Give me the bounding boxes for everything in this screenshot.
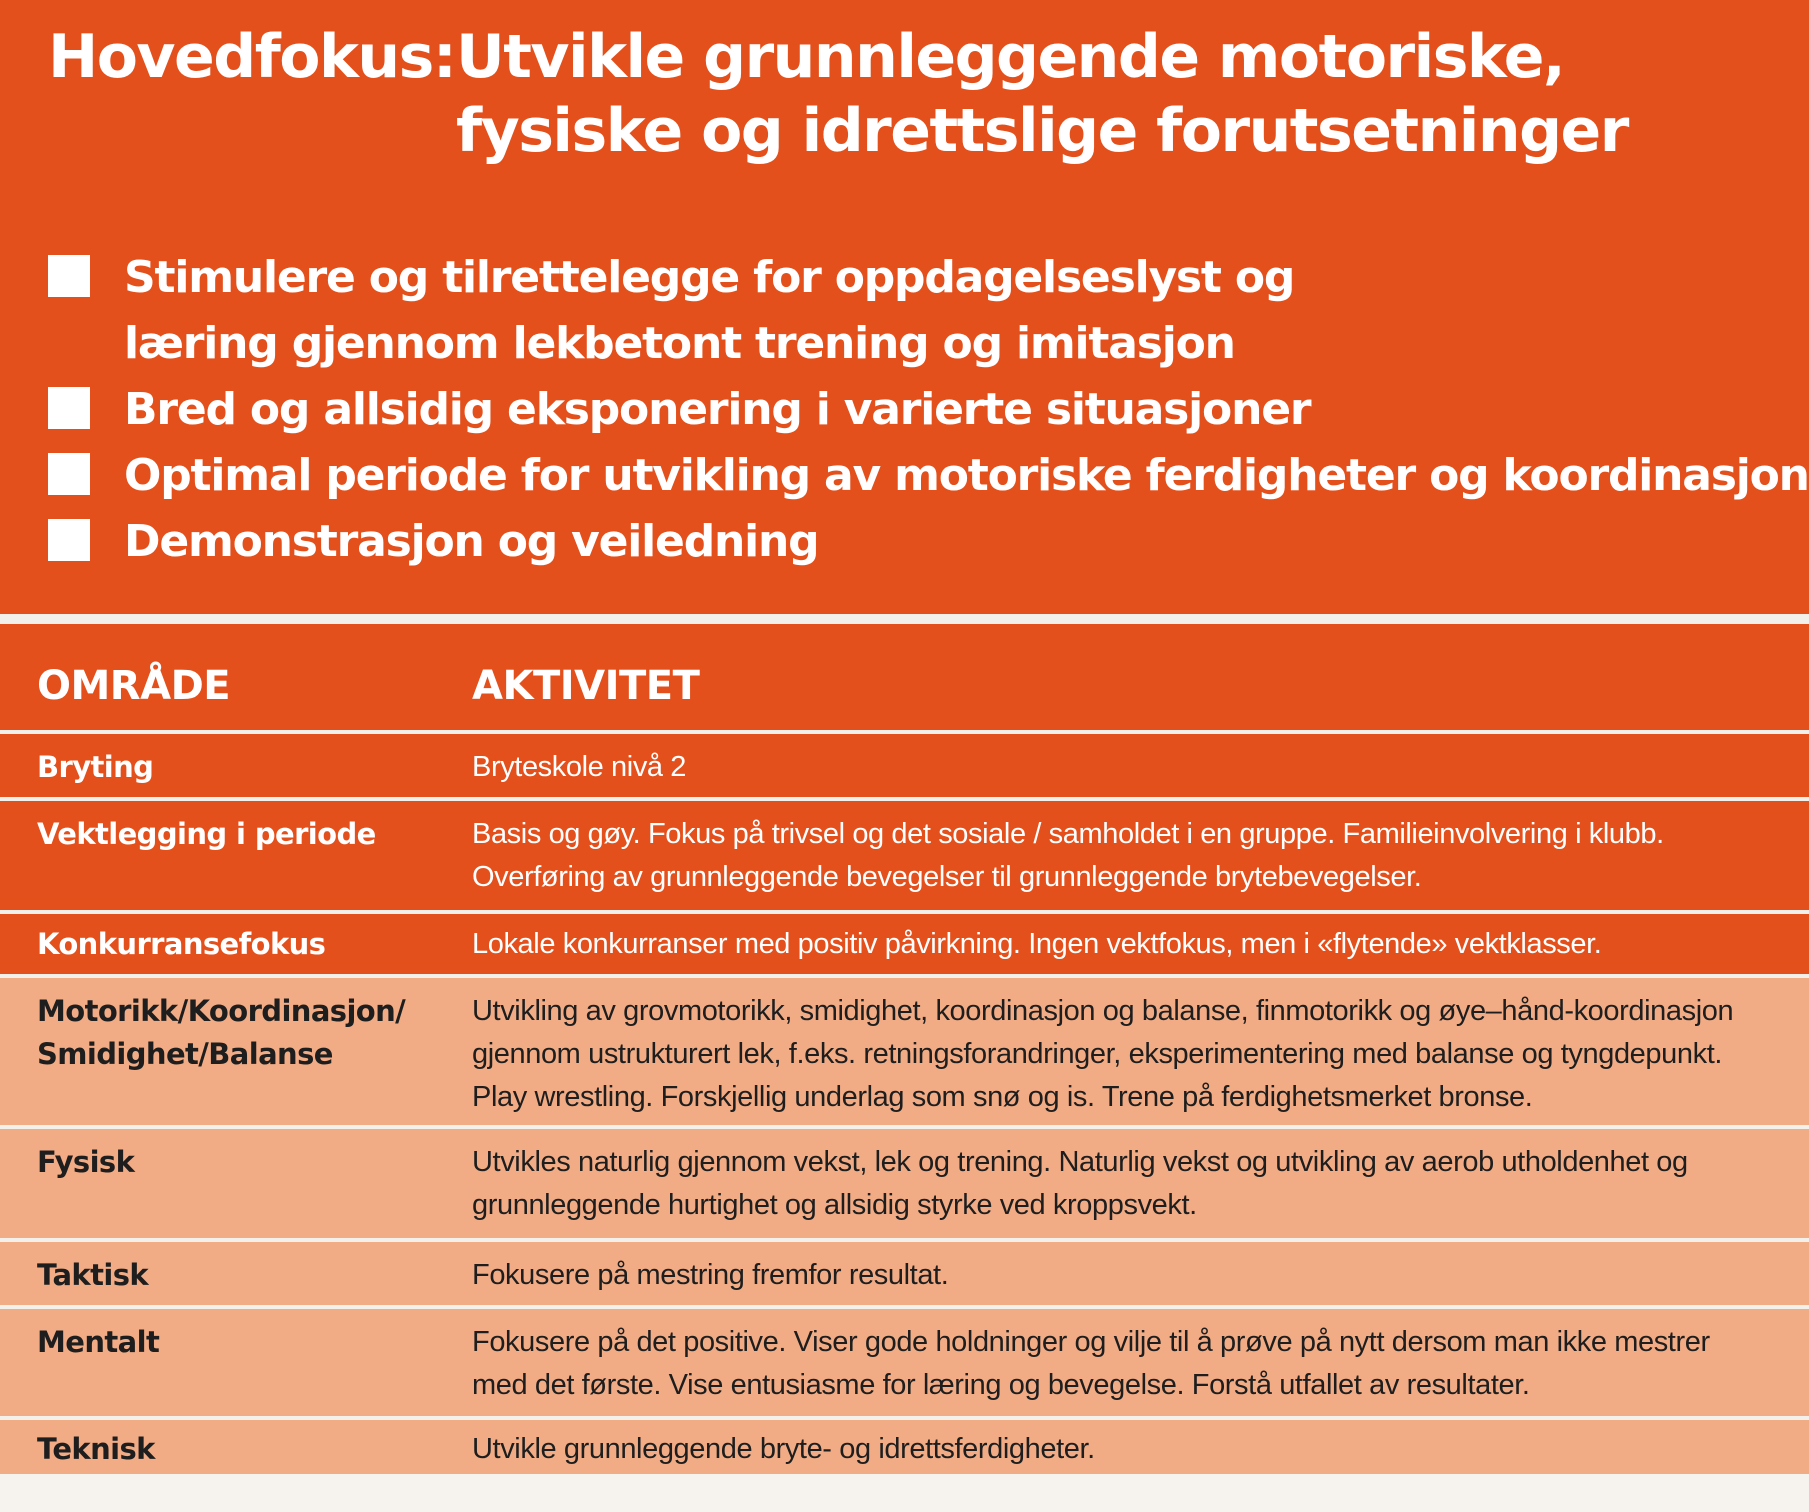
focus-bullet	[48, 509, 1768, 575]
table-row	[0, 974, 1809, 1125]
activity-cell: Fokusere på mestring fremfor resultat.	[472, 1259, 949, 1291]
area-cell: Mentalt	[37, 1325, 160, 1359]
activity-cell: Utvikles naturlig gjennom vekst, lek og trening. Naturlig vekst og utvikling av aerob utholdenhet og grunnleggende hurtighet og allsidig styrke ved kroppsvekt.	[472, 1146, 1688, 1221]
square-bullet-icon	[48, 255, 90, 297]
column-header-area: OMRÅDE	[37, 663, 231, 709]
table-row	[0, 910, 1809, 974]
bullet-text: Stimulere og tilrettelegge for oppdagelseslyst og læring gjennom lekbetont trening og imitasjon	[124, 252, 1295, 369]
table-row	[0, 1238, 1809, 1305]
focus-bullet	[48, 443, 1809, 509]
square-bullet-icon	[48, 387, 90, 429]
table-row	[0, 797, 1809, 910]
table-row	[0, 1305, 1809, 1416]
activity-cell: Lokale konkurranser med positiv påvirkning. Ingen vektfokus, men i «flytende» vektklasser.	[472, 928, 1602, 960]
activity-cell: Utvikle grunnleggende bryte- og idrettsferdigheter.	[472, 1433, 1095, 1465]
focus-text: Utvikle grunnleggende motoriske, fysiske og idrettslige forutsetninger	[456, 22, 1628, 166]
focus-bullet	[48, 245, 1768, 377]
table-header-row	[0, 614, 1809, 730]
table-row	[0, 730, 1809, 797]
area-cell: Vektlegging i periode	[37, 817, 376, 851]
area-cell: Motorikk/Koordinasjon/ Smidighet/Balanse	[37, 994, 406, 1071]
square-bullet-icon	[48, 519, 90, 561]
focus-label: Hovedfokus:	[48, 22, 456, 92]
focus-bullet-list	[48, 245, 1809, 575]
activity-cell: Basis og gøy. Fokus på trivsel og det sosiale / samholdet i en gruppe. Familieinvolvering i klubb. Overføring av grunnleggende bevegelser til grunnleggende brytebevegelser.	[472, 818, 1664, 893]
table-row	[0, 1416, 1809, 1474]
bullet-text: Bred og allsidig eksponering i varierte situasjoner	[124, 384, 1311, 435]
focus-bullet	[48, 377, 1768, 443]
area-cell: Fysisk	[37, 1145, 135, 1179]
table-row	[0, 1125, 1809, 1238]
bullet-text: Optimal periode for utvikling av motoriske ferdigheter og koordinasjon	[124, 450, 1809, 501]
activity-cell: Fokusere på det positive. Viser gode holdninger og vilje til å prøve på nytt dersom man ikke mestrer med det første. Vise entusiasme for læring og bevegelse. Forstå utfallet av resultater.	[472, 1326, 1710, 1401]
focus-header	[0, 0, 1809, 614]
activity-table	[0, 614, 1809, 1474]
area-cell: Taktisk	[37, 1258, 149, 1292]
square-bullet-icon	[48, 453, 90, 495]
area-cell: Teknisk	[37, 1432, 155, 1466]
area-cell: Konkurransefokus	[37, 927, 326, 961]
area-cell: Bryting	[37, 750, 154, 784]
activity-cell: Bryteskole nivå 2	[472, 751, 687, 783]
bullet-text: Demonstrasjon og veiledning	[124, 516, 819, 567]
activity-cell: Utvikling av grovmotorikk, smidighet, koordinasjon og balanse, finmotorikk og øye–hånd-koordinasjon gjennom ustrukturert lek, f.eks. retningsforandringer, eksperimentering med balanse og tyngdepunkt. Play wrestling. Forskjellig underlag som snø og is. Trene på ferdighetsmerket bronse.	[472, 995, 1734, 1113]
column-header-activity: AKTIVITET	[472, 663, 700, 709]
